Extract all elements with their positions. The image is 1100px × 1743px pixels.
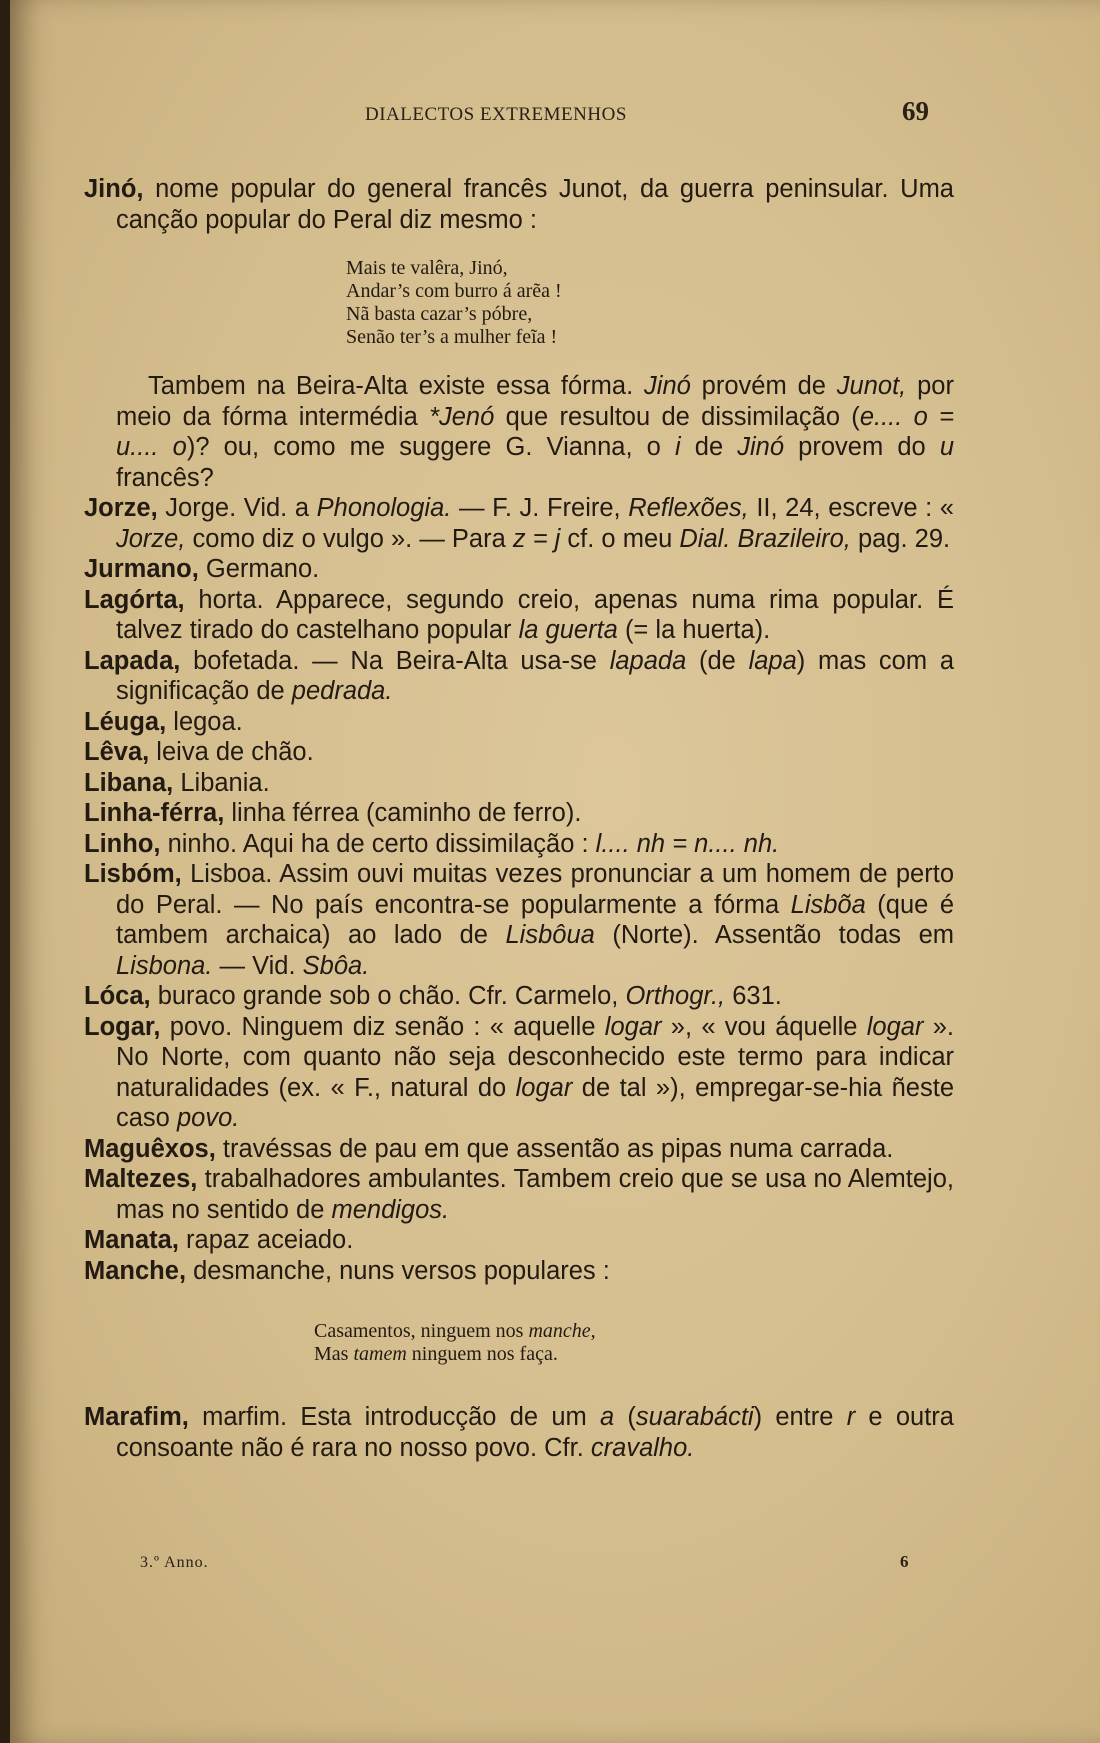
entry-headword: Maguêxos, xyxy=(84,1134,216,1163)
entry-libana: Libana, Libania. xyxy=(84,768,270,797)
entry-lagorta: Lagórta, horta. Apparece, segundo creio, apenas numa rima popular. É talvez tirado do castelhano popular la guerta (= la huerta). xyxy=(84,585,954,644)
entry-headword: Logar, xyxy=(84,1012,161,1041)
entry-jino: Jinó, nome popular do general francês Junot, da guerra peninsular. Uma canção popular do Peral diz mesmo : xyxy=(84,175,954,234)
entry-jurmano: Jurmano, Germano. xyxy=(84,555,320,583)
book-page xyxy=(10,0,1100,1743)
entry-headword: Lóca, xyxy=(84,982,151,1010)
entry-jorze: Jorze, Jorge. Vid. a Phonologia. — F. J. Freire, Reflexões, II, 24, escreve : « Jorze, como diz o vulgo ». — Para z = j cf. o meu Dial. Brazileiro, pag. 29. xyxy=(84,494,954,553)
entry-lapada: Lapada, bofetada. — Na Beira-Alta usa-se lapada (de lapa) mas com a significação de pedrada. xyxy=(84,646,954,705)
entry-headword: Maltezes, xyxy=(84,1165,198,1193)
page-number: 69 xyxy=(902,96,929,126)
verse-line: Casamentos, ninguem nos manche, xyxy=(314,1320,596,1342)
entry-manata: Manata, rapaz aceiado. xyxy=(84,1226,354,1254)
verse-block-1 xyxy=(346,257,954,349)
paragraph-jino-note: Tambem na Beira-Alta existe essa fórma. Jinó provém de Junot, por meio da fórma intermédia *Jenó que resultou de dissimilação (e.... o = u.... o)? ou, como me suggere G. Vianna, o i de Jinó provem do u francês? xyxy=(116,372,955,492)
entry-headword: Lagórta, xyxy=(84,585,185,614)
entry-headword: Manche, xyxy=(84,1256,187,1285)
entry-headword: Libana, xyxy=(84,768,174,797)
entry-headword: Lapada, xyxy=(84,646,181,675)
entry-maltezes: Maltezes, trabalhadores ambulantes. Tambem creio que se usa no Alemtejo, mas no sentido de mendigos. xyxy=(84,1165,954,1224)
entry-leva: Lêva, leiva de chão. xyxy=(84,738,314,766)
entry-headword: Léuga, xyxy=(84,707,167,736)
entry-headword: Manata, xyxy=(84,1226,179,1254)
entry-headword: Linho, xyxy=(84,829,161,858)
entry-lisbom: Lisbóm, Lisboa. Assim ouvi muitas vezes pronunciar a um homem de perto do Peral. — No país encontra-se popularmente a fórma Lisbõa (que é tambem archaica) ao lado de Lisbôua (Norte). Assentão todas em Lisbona. — Vid. Sbôa. xyxy=(84,860,954,980)
entry-leuga: Léuga, legoa. xyxy=(84,707,243,736)
entry-headword: Jinó, xyxy=(84,175,144,203)
entry-logar: Logar, povo. Ninguem diz senão : « aquelle logar », « vou áquelle logar ». No Norte, com quanto não seja desconhecido este termo para indicar naturalidades (ex. « F., natural do logar de tal »), empregar-se-hia ñeste caso povo. xyxy=(84,1012,954,1132)
gathering-number: 6 xyxy=(900,1552,909,1571)
entry-headword: Lêva, xyxy=(84,738,150,766)
verse-block-2 xyxy=(314,1320,954,1366)
running-header: DIALECTOS EXTREMENHOS xyxy=(365,104,627,125)
entry-headword: Marafim, xyxy=(84,1403,189,1431)
page-body xyxy=(84,174,954,1463)
entry-headword: Jurmano, xyxy=(84,555,199,583)
entry-headword: Jorze, xyxy=(84,494,158,522)
verse-line: Nã basta cazar’s póbre, xyxy=(346,303,533,325)
verse-line: Senão ter’s a mulher feĩa ! xyxy=(346,326,558,348)
verse-line: Mais te valêra, Jinó, xyxy=(346,257,508,279)
entry-linha-ferra: Linha-férra, linha férrea (caminho de ferro). xyxy=(84,799,582,827)
entry-linho: Linho, ninho. Aqui ha de certo dissimilação : l.... nh = n.... nh. xyxy=(84,829,780,858)
entry-marafim: Marafim, marfim. Esta introducção de um a (suarabácti) entre r e outra consoante não é rara no nosso povo. Cfr. cravalho. xyxy=(84,1403,954,1462)
verse-line: Mas tamem ninguem nos faça. xyxy=(314,1343,558,1365)
signature-mark: 3.º Anno. xyxy=(140,1554,209,1571)
entry-headword: Lisbóm, xyxy=(84,860,182,888)
verse-line: Andar’s com burro á arẽa ! xyxy=(346,280,562,302)
entry-loca: Lóca, buraco grande sob o chão. Cfr. Carmelo, Orthogr., 631. xyxy=(84,982,782,1010)
entry-headword: Linha-férra, xyxy=(84,799,225,827)
entry-maguexos: Maguêxos, travéssas de pau em que assentão as pipas numa carrada. xyxy=(84,1134,894,1163)
entry-manche: Manche, desmanche, nuns versos populares : xyxy=(84,1256,610,1285)
